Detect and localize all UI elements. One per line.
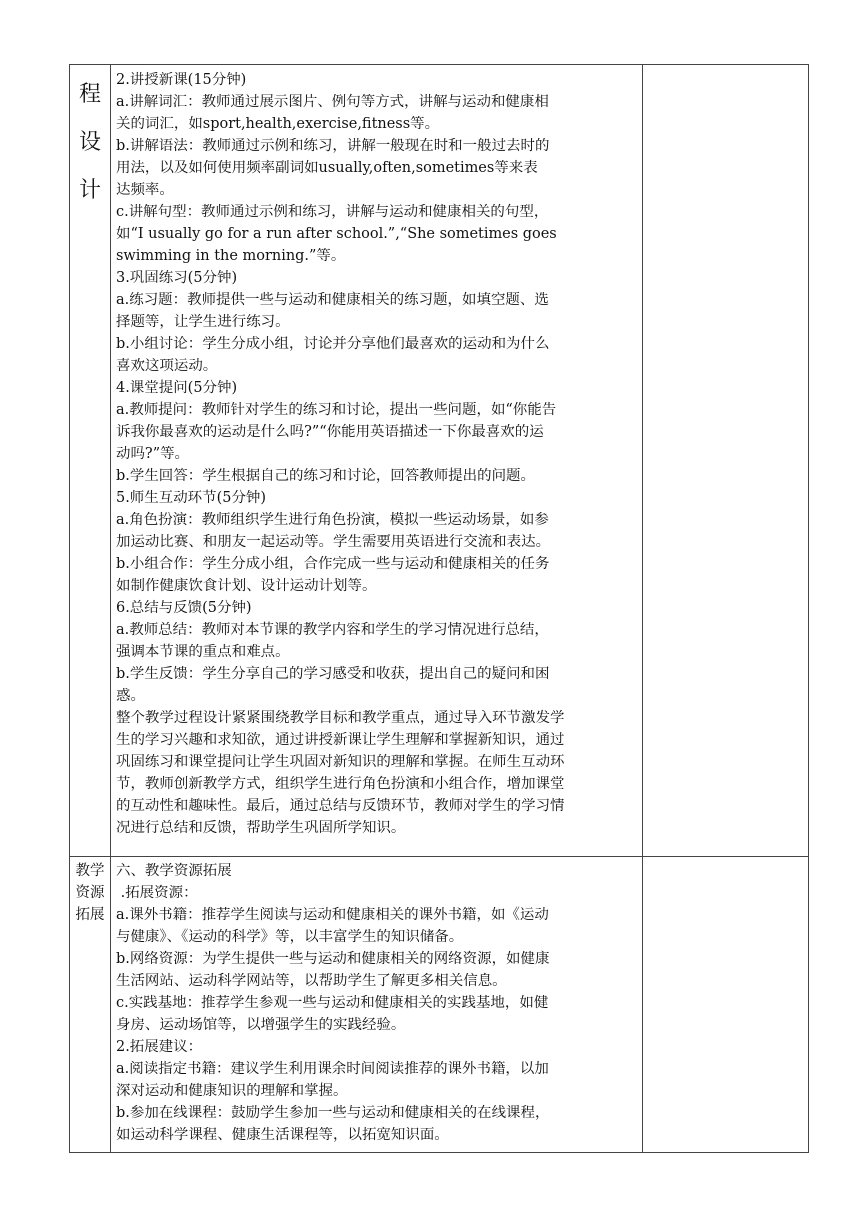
row-label-cell <box>70 65 111 857</box>
label-line: 教学 <box>75 863 105 879</box>
text-line: b.小组合作：学生分成小组，合作完成一些与运动和健康相关的任务 <box>116 556 550 572</box>
text-line: swimming in the morning.”等。 <box>116 248 346 264</box>
text-line: 整个教学过程设计紧紧围绕教学目标和教学重点，通过导入环节激发学 <box>116 710 565 726</box>
lesson-plan-table <box>69 64 809 1153</box>
text-line: a.教师总结：教师对本节课的教学内容和学生的学习情况进行总结， <box>116 622 549 638</box>
text-line: b.学生回答：学生根据自己的练习和讨论，回答教师提出的问题。 <box>116 468 535 484</box>
label-line: 资源 <box>75 885 105 901</box>
text-line: 2.讲授新课(15分钟) <box>116 72 247 88</box>
content-cell <box>111 65 643 857</box>
text-line: 巩固练习和课堂提问让学生巩固对新知识的理解和掌握。在师生互动环 <box>116 754 565 770</box>
text-line: a.阅读指定书籍：建议学生利用课余时间阅读推荐的课外书籍，以加 <box>116 1061 549 1077</box>
text-line: 3.巩固练习(5分钟) <box>116 270 238 286</box>
text-line: 生活网站、运动科学网站等，以帮助学生了解更多相关信息。 <box>116 973 507 989</box>
text-line: 2.拓展建议： <box>116 1039 203 1055</box>
row-label <box>70 857 110 926</box>
text-line: 的互动性和趣味性。最后，通过总结与反馈环节，教师对学生的学习情 <box>116 798 565 814</box>
text-line: c.讲解句型：教师通过示例和练习，讲解与运动和健康相关的句型， <box>116 204 549 220</box>
text-line: a.角色扮演：教师组织学生进行角色扮演，模拟一些运动场景，如参 <box>116 512 549 528</box>
row-label-cell <box>70 857 111 1153</box>
text-line: 动吗?”等。 <box>116 446 190 462</box>
text-line: b.参加在线课程：鼓励学生参加一些与运动和健康相关的在线课程， <box>116 1105 550 1121</box>
text-line: 诉我你最喜欢的运动是什么吗?”“你能用英语描述一下你最喜欢的运 <box>116 424 544 440</box>
text-line: 6.总结与反馈(5分钟) <box>116 600 252 616</box>
text-line: 与健康》、《运动的科学》等，以丰富学生的知识储备。 <box>116 929 464 945</box>
process-design-content <box>111 65 642 845</box>
text-line: a.练习题：教师提供一些与运动和健康相关的练习题，如填空题、选 <box>116 292 549 308</box>
notes-cell <box>643 857 809 1153</box>
content-cell <box>111 857 643 1153</box>
text-line: b.讲解语法：教师通过示例和练习，讲解一般现在时和一般过去时的 <box>116 138 550 154</box>
text-line: b.小组讨论：学生分成小组，讨论并分享他们最喜欢的运动和为什么 <box>116 336 550 352</box>
resource-extension-row <box>70 857 809 1153</box>
text-line: 生的学习兴趣和求知欲，通过讲授新课让学生理解和掌握新知识，通过 <box>116 732 565 748</box>
text-line: 加运动比赛、和朋友一起运动等。学生需要用英语进行交流和表达。 <box>116 534 551 550</box>
text-line: a.课外书籍：推荐学生阅读与运动和健康相关的课外书籍，如《运动 <box>116 907 549 923</box>
text-line: 达频率。 <box>116 182 174 198</box>
label-char: 计 <box>78 178 101 203</box>
text-line: .拓展资源： <box>116 885 198 901</box>
text-line: a.讲解词汇：教师通过展示图片、例句等方式，讲解与运动和健康相 <box>116 94 549 110</box>
label-char: 程 <box>78 82 101 107</box>
text-line: 如运动科学课程、健康生活课程等，以拓宽知识面。 <box>116 1127 449 1143</box>
text-line: c.实践基地：推荐学生参观一些与运动和健康相关的实践基地，如健 <box>116 995 549 1011</box>
text-line: 如“I usually go for a run after school.”,“She sometimes goes <box>116 226 557 242</box>
text-line: 择题等，让学生进行练习。 <box>116 314 290 330</box>
text-line: 深对运动和健康知识的理解和掌握。 <box>116 1083 348 1099</box>
label-line: 拓展 <box>75 907 105 923</box>
text-line: b.学生反馈：学生分享自己的学习感受和收获，提出自己的疑问和困 <box>116 666 550 682</box>
text-line: 5.师生互动环节(5分钟) <box>116 490 267 506</box>
text-line: 况进行总结和反馈，帮助学生巩固所学知识。 <box>116 820 406 836</box>
text-line: 4.课堂提问(5分钟) <box>116 380 238 396</box>
resource-extension-content <box>111 857 642 1152</box>
label-char: 设 <box>78 130 101 155</box>
text-line: 喜欢这项运动。 <box>116 358 218 374</box>
text-line: a.教师提问：教师针对学生的练习和讨论，提出一些问题，如“你能告 <box>116 402 557 418</box>
text-line: 节，教师创新教学方式，组织学生进行角色扮演和小组合作，增加课堂 <box>116 776 565 792</box>
text-line: 惑。 <box>116 688 145 704</box>
text-line: 强调本节课的重点和难点。 <box>116 644 290 660</box>
text-line: 六、教学资源拓展 <box>116 863 232 879</box>
text-line: b.网络资源：为学生提供一些与运动和健康相关的网络资源，如健康 <box>116 951 550 967</box>
text-line: 关的词汇，如sport,health,exercise,fitness等。 <box>116 116 440 132</box>
process-design-row <box>70 65 809 857</box>
notes-cell <box>643 65 809 857</box>
text-line: 如制作健康饮食计划、设计运动计划等。 <box>116 578 377 594</box>
row-label <box>70 65 110 215</box>
text-line: 身房、运动场馆等，以增强学生的实践经验。 <box>116 1017 406 1033</box>
text-line: 用法，以及如何使用频率副词如usually,often,sometimes等来表 <box>116 160 538 176</box>
